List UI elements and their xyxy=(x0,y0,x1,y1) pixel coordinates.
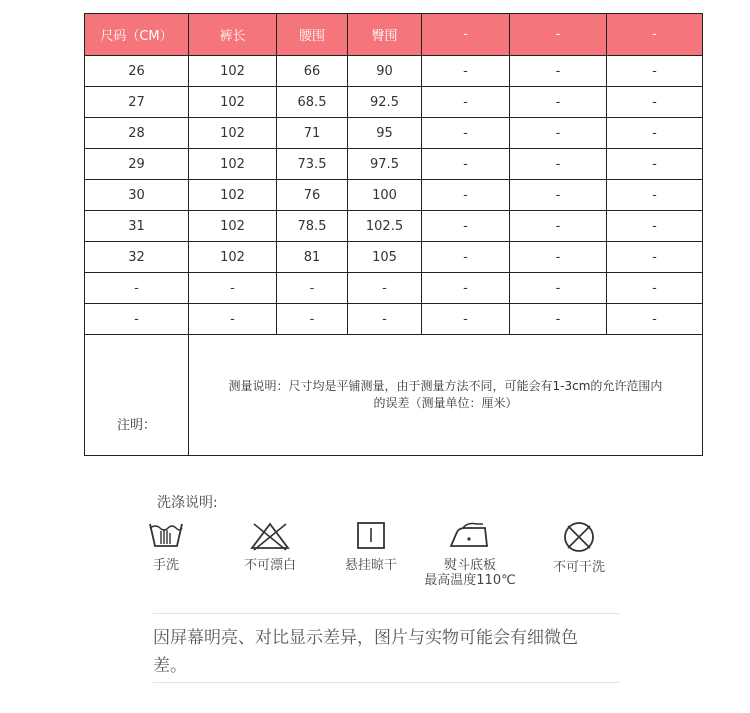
table-cell: - xyxy=(607,211,703,242)
header-cell: 臀围 xyxy=(348,14,422,56)
table-row xyxy=(85,87,703,118)
table-cell: - xyxy=(510,56,607,87)
table-cell: 28 xyxy=(85,118,189,149)
table-cell: - xyxy=(189,304,277,335)
table-cell: 102 xyxy=(189,242,277,273)
care-label-2: 最高温度110℃ xyxy=(424,573,516,588)
care-title: 洗涤说明: xyxy=(157,495,218,511)
header-cell: 尺码（CM） xyxy=(85,14,189,56)
iron-icon xyxy=(447,520,493,552)
table-cell: 29 xyxy=(85,149,189,180)
table-cell: - xyxy=(422,304,510,335)
no-dry-clean-icon xyxy=(561,520,597,554)
care-label: 不可漂白 xyxy=(243,558,296,573)
table-cell: - xyxy=(510,180,607,211)
table-cell: - xyxy=(277,273,348,304)
table-cell: 102 xyxy=(189,118,277,149)
table-cell: - xyxy=(348,304,422,335)
table-cell: - xyxy=(422,118,510,149)
note-row xyxy=(85,335,703,456)
table-cell: - xyxy=(510,211,607,242)
table-cell: 68.5 xyxy=(277,87,348,118)
table-cell: 100 xyxy=(348,180,422,211)
table-cell: - xyxy=(422,211,510,242)
table-cell: 105 xyxy=(348,242,422,273)
table-cell: - xyxy=(607,87,703,118)
table-cell: - xyxy=(189,273,277,304)
care-item-hand-wash xyxy=(138,520,194,573)
note-line-1: 测量说明：尺寸均是平铺测量，由于测量方法不同，可能会有1-3cm的允许范围内 xyxy=(228,379,663,393)
table-cell: - xyxy=(85,273,189,304)
table-cell: - xyxy=(607,118,703,149)
table-row xyxy=(85,118,703,149)
note-cell xyxy=(189,335,703,456)
table-cell: - xyxy=(510,87,607,118)
care-label: 熨斗底板 xyxy=(443,558,496,573)
table-cell: - xyxy=(510,149,607,180)
table-cell: 26 xyxy=(85,56,189,87)
table-row xyxy=(85,211,703,242)
table-header-row xyxy=(85,14,703,56)
table-cell: - xyxy=(607,304,703,335)
table-cell: 102 xyxy=(189,149,277,180)
table-cell: 81 xyxy=(277,242,348,273)
table-cell: - xyxy=(85,304,189,335)
note-label: 注明： xyxy=(85,335,189,456)
table-row xyxy=(85,149,703,180)
table-cell: 73.5 xyxy=(277,149,348,180)
table-cell: 71 xyxy=(277,118,348,149)
table-cell: - xyxy=(510,242,607,273)
table-cell: - xyxy=(422,180,510,211)
table-cell: - xyxy=(607,242,703,273)
table-cell: 27 xyxy=(85,87,189,118)
header-cell: - xyxy=(607,14,703,56)
table-cell: - xyxy=(607,149,703,180)
table-cell: - xyxy=(348,273,422,304)
table-cell: 102 xyxy=(189,87,277,118)
care-item-iron xyxy=(420,520,520,588)
table-cell: 92.5 xyxy=(348,87,422,118)
care-label: 手洗 xyxy=(152,558,179,573)
table-row xyxy=(85,273,703,304)
table-cell: 78.5 xyxy=(277,211,348,242)
table-cell: - xyxy=(607,56,703,87)
table-cell: - xyxy=(422,56,510,87)
no-bleach-icon xyxy=(249,520,291,552)
header-cell: 腰围 xyxy=(277,14,348,56)
table-cell: 30 xyxy=(85,180,189,211)
header-cell: - xyxy=(510,14,607,56)
table-cell: - xyxy=(277,304,348,335)
care-label: 悬挂晾干 xyxy=(344,558,397,573)
table-cell: - xyxy=(607,273,703,304)
hang-dry-icon xyxy=(354,520,388,552)
table-cell: 97.5 xyxy=(348,149,422,180)
size-table xyxy=(84,13,703,456)
table-cell: - xyxy=(422,273,510,304)
care-item-no-bleach xyxy=(236,520,304,573)
table-cell: 90 xyxy=(348,56,422,87)
table-cell: - xyxy=(510,273,607,304)
divider xyxy=(153,682,619,683)
table-cell: - xyxy=(422,149,510,180)
table-row xyxy=(85,304,703,335)
table-row xyxy=(85,242,703,273)
table-cell: 32 xyxy=(85,242,189,273)
table-cell: - xyxy=(607,180,703,211)
care-item-no-dry-clean xyxy=(544,520,614,575)
table-cell: 102 xyxy=(189,211,277,242)
table-cell: 102 xyxy=(189,180,277,211)
note-line-2: 的误差（测量单位：厘米） xyxy=(373,396,518,410)
table-cell: 76 xyxy=(277,180,348,211)
hand-wash-icon xyxy=(146,520,186,552)
table-cell: - xyxy=(510,304,607,335)
table-row xyxy=(85,180,703,211)
header-cell: 裤长 xyxy=(189,14,277,56)
disclaimer xyxy=(153,624,633,680)
table-row xyxy=(85,56,703,87)
table-cell: - xyxy=(422,87,510,118)
care-item-hang-dry xyxy=(336,520,406,573)
table-cell: 66 xyxy=(277,56,348,87)
disclaimer-line-1: 因屏幕明亮、对比显示差异，图片与实物可能会有细微色 xyxy=(153,628,578,648)
table-cell: 102.5 xyxy=(348,211,422,242)
table-cell: - xyxy=(510,118,607,149)
care-label: 不可干洗 xyxy=(552,560,605,575)
table-cell: 95 xyxy=(348,118,422,149)
table-cell: 102 xyxy=(189,56,277,87)
table-cell: 31 xyxy=(85,211,189,242)
disclaimer-line-2: 差。 xyxy=(153,656,187,676)
divider xyxy=(153,613,619,614)
header-cell: - xyxy=(422,14,510,56)
table-cell: - xyxy=(422,242,510,273)
